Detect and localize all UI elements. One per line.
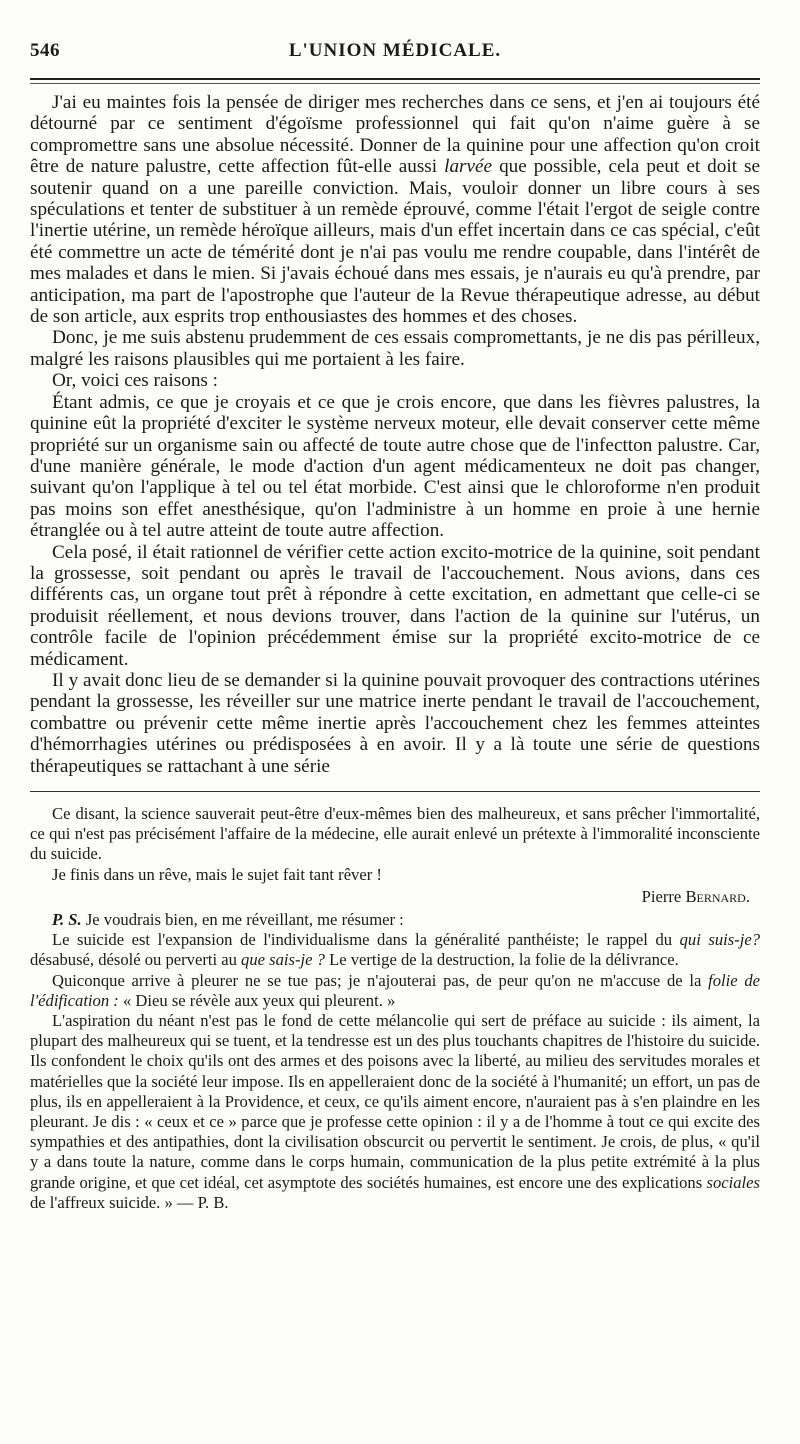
note-4-b: « Dieu se révèle aux yeux qui pleurent. » — [122, 990, 396, 1010]
paragraph-2: Donc, je me suis abstenu prudemment de ces essais compromettants, je ne dis pas périlleux, malgré les raisons plausibles qui me portaient à les faire. — [30, 327, 760, 370]
paragraph-1-b: que possible, cela peut et doit se soutenir quand on a une pareille conviction. Mais, vouloir donner un libre cours à ses spéculations et tenter de substituer à un remède éprouvé, comme l'était l'ergot de seigle contre l'inertie utérine, un remède héroïque ailleurs, mais d'un effet incertain dans ce cas spécial, c'eût été commettre un acte de témérité dont je n'ai pas voulu me rendre coupable, dans l'intérêt de mes malades et dans le mien. Si j'avais échoué dans mes essais, je n'aurais eu qu'à prendre, par anticipation, ma part de l'apostrophe que l'auteur de la Revue thérapeutique adresse, au début de son article, aux esprits trop enthousiastes des hommes et des choses. — [30, 156, 761, 328]
note-5-b: de l'affreux suicide. » — P. B. — [30, 1192, 229, 1212]
section-divider — [30, 791, 760, 792]
signature — [30, 887, 760, 907]
paragraph-4: Étant admis, ce que je croyais et ce que je crois encore, que dans les fièvres palustres, la quinine eût la propriété d'exciter le système nerveux moteur, elle devait conserver cette même propriété sur un organisme sain ou affecté de toute autre chose que de l'infectton palustre. Car, d'une manière générale, le mode d'action d'un agent médicamenteux ne doit pas changer, suivant qu'on l'applique à tel ou tel état morbide. C'est ainsi que le chloroforme n'en produit pas moins son effet anesthésique, qu'on l'administre à un homme en proie à une hernie étranglée ou à tel autre atteint de toute autre affection. — [30, 391, 760, 542]
header-rule — [30, 78, 760, 80]
note-4-a: Quiconque arrive à pleurer ne se tue pas; je n'ajouterai pas, de peur qu'on ne m'accuse de la — [52, 970, 702, 990]
postscript-label: P. S. — [52, 910, 82, 930]
note-3-em1: qui suis-je? — [679, 930, 760, 950]
paragraph-1-em: larvée — [444, 156, 493, 178]
postscript — [30, 910, 760, 930]
note-3-b: désabusé, désolé ou perverti au — [30, 950, 237, 970]
paragraph-5: Cela posé, il était rationnel de vérifier cette action excito-motrice de la quinine, soit pendant la grossesse, soit pendant ou après le travail de l'accouchement. Nous avions, dans ces différents cas, un organe tout prêt à répondre à cette excitation, en admettant que celle-ci se produisit réellement, et nous devions trouver, dans l'action de la quinine sur l'utérus, un contrôle facile de l'opinion précédemment émise sur la propriété excito-motrice de ce médicament. — [30, 541, 760, 670]
paragraph-3: Or, voici ces raisons : — [52, 370, 219, 392]
postscript-text: Je voudrais bien, en me réveillant, me résumer : — [85, 910, 404, 930]
signature-first: Pierre — [641, 886, 682, 906]
signature-last: Bernard. — [685, 886, 750, 906]
paragraph-1 — [30, 92, 760, 327]
page-number: 546 — [30, 40, 60, 61]
main-text — [30, 92, 760, 777]
note-4 — [30, 971, 760, 1011]
journal-title: L'UNION MÉDICALE. — [288, 40, 502, 61]
note-5 — [30, 1011, 760, 1213]
note-2: Je finis dans un rêve, mais le sujet fait tant rêver ! — [52, 864, 382, 884]
paragraph-6: Il y avait donc lieu de se demander si la quinine pouvait provoquer des contractions utérines pendant la grossesse, les réveiller sur une matrice inerte pendant le travail de l'accouchement, combattre ou prévenir cette même inertie après l'accouchement chez les femmes atteintes d'hémorrhagies utérines ou prédisposées à en avoir. Il y a là toute une série de questions thérapeutiques se rattachant à une série — [30, 669, 760, 777]
note-3-em2: que sais-je ? — [241, 950, 325, 970]
note-3-a: Le suicide est l'expansion de l'individualisme dans la généralité panthéiste; le rappel du — [52, 930, 673, 950]
note-3-c: Le vertige de la destruction, la folie de la délivrance. — [329, 950, 679, 970]
header-rule-thin — [30, 83, 760, 84]
note-4-em: folie de l'édification : — [30, 970, 760, 1010]
page-header — [30, 40, 760, 74]
note-5-em: sociales — [706, 1172, 760, 1192]
note-1: Ce disant, la science sauverait peut-être d'eux-mêmes bien des malheureux, et sans prêcher l'immortalité, ce qui n'est pas précisément l'affaire de la médecine, elle aurait enlevé un prétexte à l'immoralité inconsciente du suicide. — [30, 804, 760, 864]
paragraph-1-a: J'ai eu maintes fois la pensée de diriger mes recherches dans ce sens, et j'en ai toujours été détourné par ce sentiment d'égoïsme professionnel qui fait qu'on n'aime guère à se compromettre sans une absolue nécessité. Donner de la quinine pour une affection qu'on croit être de nature palustre, cette affection fût-elle aussi — [30, 92, 760, 178]
feuilleton-notes — [30, 804, 760, 1213]
note-3 — [30, 930, 760, 970]
note-5-a: L'aspiration du néant n'est pas le fond de cette mélancolie qui sert de préface au suicide : ils aiment, la plupart des malheureux qui se tuent, et la tendresse est un des plus touchants chapitres de l'histoire du suicide. Ils confondent le choix qu'ils ont des armes et des poisons avec la liberté, au milieu des servitudes morales et matérielles que la société leur impose. Ils en appelleraient donc de la société à l'humanité; un effort, un pas de plus, ils en appelleraient à la Providence, et ceux, ce qu'ils aiment encore, n'auraient pas à s'en plaindre en les pleurant. Je dis : « ceux et ce » parce que je professe cette opinion : il y a de l'homme à tout ce qui excite des sympathies et des antipathies, dont la civilisation obscurcit ou pervertit le sentiment. Je crois, de plus, « qu'il y a dans toute la nature, comme dans le corps humain, communication de la plus petite extrémité à la plus grande origine, et que cet idéal, cet asymptote des sociétés humaines, est encore une des explications — [30, 1011, 760, 1192]
